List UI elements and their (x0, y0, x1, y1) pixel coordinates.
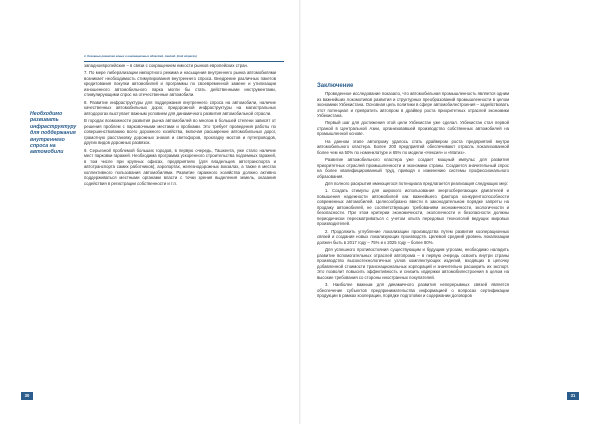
paragraph: Проведенное исследование показало, что автомобильная промышленность является одним из важнейших локомотивов развития и структурных преобразований промышленности в целом экономики Узбекистана. Основная цель политики в сфере автомобилестроения – задействовать этот потенциал и превратить автопром в драйвер роста приоритетных отраслей экономики Узбекистана. (317, 91, 509, 118)
paragraph: Первый шаг для достижения этой цели Узбекистан уже сделал. Узбекистан стал первой страной в Центральной Азии, организовавшей производство собственных автомобилей на промышленной основе. (317, 120, 509, 137)
paragraph: 1. Создать стимулы для широкого использования энергосберегающих двигателей и повышения надежности автомобилей как важнейшего фактора конкурентоспособности современных автомобилей. Целесообразно ввести в законодательном порядке запреты на продажу автомобилей, не соответствующих требованиям экономичности, экологичности и безопасности. При этом критерии экономичности, экологичности и безопасности должны периодически пересматриваться с учетом опыта передовых технологий ведущих мировых производителей. (317, 188, 509, 227)
paragraph: западноевропейские – в связи с сокращением емкости рынков европейских стран. (84, 63, 249, 68)
paragraph: В городах возможности развития рынка автомобилей во многом в большей степени зависят от решения проблем с парковочными местами и пробками. Это требует проведения работы по совершенствованию всего дорожного хозяйства, включая расширение автомобильных дорог, грамотную расстановку дорожных знаков и светофоров, прокладку мостов и путепроводов, других видов дорожных развязок. (84, 118, 276, 146)
paragraph: 2. Продолжить углубление локализации производства путем развития кооперационных связей и создания новых локализующих производств. Целевой средний уровень локализации должен быть в 2017 году – 75% и к 2025 году – более 80%. (317, 228, 509, 245)
paragraph: Для полного раскрытия имеющегося потенциала предлагается реализация следующих мер: (325, 181, 509, 187)
header-rule (84, 61, 284, 62)
paragraph: 9. Серьезной проблемой больших городов, в первую очередь, Ташкента, уже стало наличие мест парковки гаражей. Необходима программа ускоренного строительства подземных гаражей, в том числе при крупных офисах, предприятиях (для владельцев автотранспорта и автотранспорта самих работников), аэропортах, железнодорожных вокзалах, а также в местах коллективного пользования автомобилями. Развитие гаражного хозяйства должно активно поддерживаться местными органами власти с точки зрения выделения земель, оказания содействия в регистрации собственности и т.п. (84, 147, 276, 186)
paragraph: Для успешного противостояния существующим и будущим угрозам, необходимо наладить развитие вспомогательных отраслей автопрома – в первую очередь освоить внутри страны производство высокотехнологичных узлов комплектующих изделий, входящих в цепочку добавленной стоимости транснациональных корпораций и значительно расширить их экспорт. Это позволит повысить эффективность и снизить издержки автомобилестроения в целом на высокие требования со стороны иностранных покупателей. (317, 247, 509, 280)
sidebar-note: Необходимо развивать инфраструктуру для поддержания внутреннего спроса на автомобили (30, 111, 77, 156)
right-page-body (317, 91, 509, 301)
paragraph: 3. Наиболее важным для динамичного развития неперерывных связей является обеспечение субъектов предпринимательства информацией о вопросах сертификации продукции в рамках кооперации, порядке подготовки и содержании договоров (317, 282, 509, 299)
section-heading: Заключение (317, 83, 354, 89)
page-number-left: 30 (21, 392, 33, 400)
page-number-right: 31 (567, 392, 579, 400)
paragraph: Развитие автомобильного кластера уже создает мощный импульс для развития приоритетных отраслей промышленности и экономики страны. Создается значительный спрос на более квалифицированный труд, приводя к изменению системы профессионального образования. (317, 157, 509, 179)
paragraph: На данном этапе автопрому удалось стать драйвером роста предприятий внутри автомобильного кластера. Более 200 предприятий обеспечивают отрасль локализованной более чем на 50% по номенклатуре и 65% по модели «Нексия» и «Матиз». (317, 138, 509, 155)
paragraph: 7. По мере либерализации импортного режима и насыщения внутреннего рынка автомобилями возникает необходимость стимулирования внутреннего спроса. Внедрение различных пакетов кредитования покупки автомобилей и программы по своевременной замене и утилизации изношенного автомобильного парка могли бы стать действенными инструментами, стимулирующими спрос на отечественные автомобили. (84, 70, 276, 98)
page-gutter (299, 0, 301, 424)
paragraph: 8. Развитие инфраструктуры для поддержания внутреннего спроса на автомобили, наличие качественных автомобильных дорог, придорожной инфраструктуры на магистральных автодорогах выступает важным условием для динамичного развития автомобильной отрасли. (84, 99, 276, 116)
left-page-body (84, 63, 276, 188)
running-title: 4. Основные развития новых и инновационных областей, сметаб. (той отрасли) (84, 55, 197, 58)
